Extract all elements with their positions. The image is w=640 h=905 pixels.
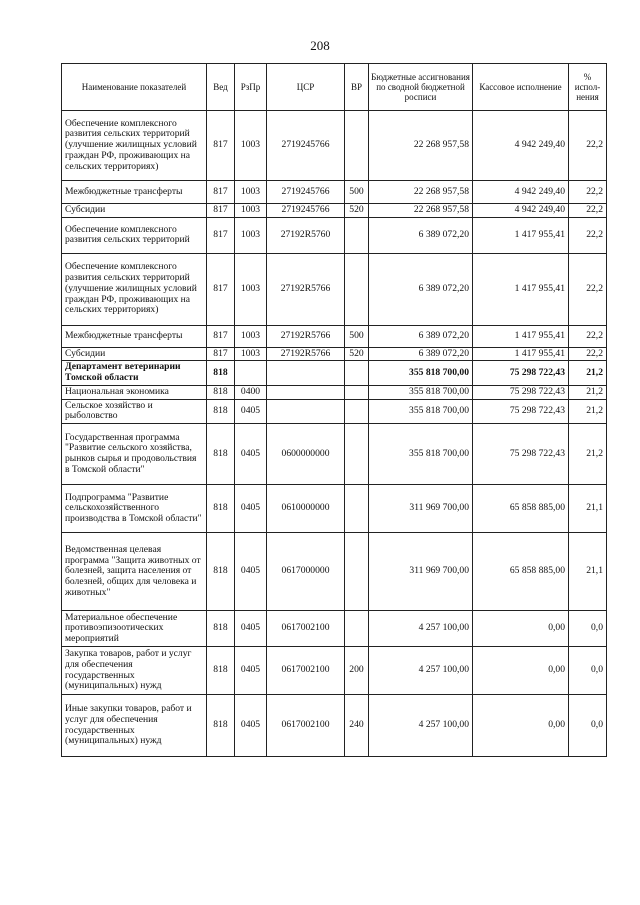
row-ved-cell: 818: [207, 485, 235, 533]
row-execution-cell: 75 298 722,43: [473, 361, 569, 385]
table-body: [62, 111, 607, 757]
row-ved-cell: 818: [207, 695, 235, 757]
row-execution-cell: 0,00: [473, 695, 569, 757]
row-ved-cell: 818: [207, 385, 235, 399]
row-name-cell: Департамент ветеринарии Томской области: [62, 361, 207, 385]
table-row: [62, 385, 607, 399]
row-vr-cell: [345, 611, 369, 647]
header-execution-percent: % испол-нения: [569, 64, 607, 111]
row-budget-cell: 355 818 700,00: [369, 385, 473, 399]
row-execution-cell: 75 298 722,43: [473, 424, 569, 485]
row-execution-cell: 4 942 249,40: [473, 111, 569, 181]
row-csr-cell: 27192R5766: [267, 325, 345, 347]
row-name-cell: Обеспечение комплексного развития сельских территорий: [62, 217, 207, 253]
row-rzpr-cell: 1003: [235, 181, 267, 204]
row-csr-cell: 2719245766: [267, 181, 345, 204]
row-budget-cell: 22 268 957,58: [369, 181, 473, 204]
header-vr: ВР: [345, 64, 369, 111]
row-name-cell: Субсидии: [62, 204, 207, 218]
table-row: [62, 253, 607, 325]
row-execution-cell: 1 417 955,41: [473, 253, 569, 325]
row-percent-cell: 22,2: [569, 204, 607, 218]
header-csr: ЦСР: [267, 64, 345, 111]
row-ved-cell: 818: [207, 361, 235, 385]
row-rzpr-cell: 0405: [235, 647, 267, 695]
row-vr-cell: [345, 385, 369, 399]
row-vr-cell: [345, 361, 369, 385]
row-csr-cell: 0617002100: [267, 647, 345, 695]
row-budget-cell: 4 257 100,00: [369, 695, 473, 757]
row-percent-cell: 22,2: [569, 347, 607, 361]
row-budget-cell: 22 268 957,58: [369, 204, 473, 218]
row-rzpr-cell: 1003: [235, 111, 267, 181]
row-ved-cell: 818: [207, 424, 235, 485]
row-budget-cell: 355 818 700,00: [369, 399, 473, 423]
row-ved-cell: 818: [207, 611, 235, 647]
row-ved-cell: 818: [207, 399, 235, 423]
row-budget-cell: 355 818 700,00: [369, 424, 473, 485]
row-vr-cell: 200: [345, 647, 369, 695]
table-row: [62, 111, 607, 181]
row-execution-cell: 4 942 249,40: [473, 181, 569, 204]
row-rzpr-cell: 0405: [235, 424, 267, 485]
row-ved-cell: 817: [207, 111, 235, 181]
row-vr-cell: 240: [345, 695, 369, 757]
row-rzpr-cell: [235, 361, 267, 385]
row-percent-cell: 21,1: [569, 485, 607, 533]
row-vr-cell: [345, 485, 369, 533]
table-row: [62, 611, 607, 647]
row-rzpr-cell: 1003: [235, 217, 267, 253]
row-csr-cell: 0617000000: [267, 533, 345, 611]
row-name-cell: Межбюджетные трансферты: [62, 181, 207, 204]
row-execution-cell: 65 858 885,00: [473, 485, 569, 533]
row-name-cell: Национальная экономика: [62, 385, 207, 399]
row-percent-cell: 21,2: [569, 385, 607, 399]
row-vr-cell: 520: [345, 204, 369, 218]
row-percent-cell: 22,2: [569, 253, 607, 325]
row-vr-cell: 520: [345, 347, 369, 361]
budget-execution-table: [61, 63, 607, 757]
row-name-cell: Государственная программа "Развитие сельского хозяйства, рынков сырья и продовольствия в Томской области": [62, 424, 207, 485]
row-percent-cell: 22,2: [569, 111, 607, 181]
row-budget-cell: 6 389 072,20: [369, 347, 473, 361]
row-rzpr-cell: 0405: [235, 485, 267, 533]
row-csr-cell: 0617002100: [267, 611, 345, 647]
row-name-cell: Подпрограмма "Развитие сельскохозяйственного производства в Томской области": [62, 485, 207, 533]
row-name-cell: Обеспечение комплексного развития сельских территорий (улучшение жилищных условий граждан РФ, проживающих на сельских территориях): [62, 111, 207, 181]
row-ved-cell: 818: [207, 647, 235, 695]
row-execution-cell: 4 942 249,40: [473, 204, 569, 218]
row-rzpr-cell: 1003: [235, 253, 267, 325]
row-execution-cell: 0,00: [473, 611, 569, 647]
row-csr-cell: 27192R5766: [267, 347, 345, 361]
row-percent-cell: 21,2: [569, 361, 607, 385]
row-name-cell: Материальное обеспечение противоэпизоотических мероприятий: [62, 611, 207, 647]
table-row: [62, 647, 607, 695]
row-budget-cell: 22 268 957,58: [369, 111, 473, 181]
row-percent-cell: 0,0: [569, 647, 607, 695]
table-row: [62, 181, 607, 204]
row-vr-cell: [345, 399, 369, 423]
row-csr-cell: 0617002100: [267, 695, 345, 757]
table-row: [62, 533, 607, 611]
row-execution-cell: 0,00: [473, 647, 569, 695]
row-percent-cell: 0,0: [569, 695, 607, 757]
row-percent-cell: 21,1: [569, 533, 607, 611]
row-budget-cell: 6 389 072,20: [369, 217, 473, 253]
row-ved-cell: 817: [207, 217, 235, 253]
row-rzpr-cell: 0405: [235, 695, 267, 757]
row-name-cell: Межбюджетные трансферты: [62, 325, 207, 347]
row-execution-cell: 75 298 722,43: [473, 399, 569, 423]
row-execution-cell: 75 298 722,43: [473, 385, 569, 399]
row-csr-cell: 27192R5766: [267, 253, 345, 325]
header-budget-allocations: Бюджетные ассигнования по сводной бюджетной росписи: [369, 64, 473, 111]
row-csr-cell: [267, 399, 345, 423]
row-csr-cell: 27192R5760: [267, 217, 345, 253]
table-row: [62, 399, 607, 423]
row-execution-cell: 1 417 955,41: [473, 217, 569, 253]
row-name-cell: Ведомственная целевая программа "Защита животных от болезней, защита населения от болезней, общих для человека и животных": [62, 533, 207, 611]
row-rzpr-cell: 0400: [235, 385, 267, 399]
row-name-cell: Обеспечение комплексного развития сельских территорий (улучшение жилищных условий граждан РФ, проживающих на сельских территориях): [62, 253, 207, 325]
table-row: [62, 325, 607, 347]
row-budget-cell: 4 257 100,00: [369, 611, 473, 647]
row-csr-cell: [267, 385, 345, 399]
row-rzpr-cell: 1003: [235, 204, 267, 218]
row-budget-cell: 6 389 072,20: [369, 253, 473, 325]
row-percent-cell: 21,2: [569, 424, 607, 485]
row-csr-cell: 2719245766: [267, 204, 345, 218]
row-name-cell: Иные закупки товаров, работ и услуг для обеспечения государственных (муниципальных) нужд: [62, 695, 207, 757]
table-row: [62, 204, 607, 218]
row-vr-cell: [345, 111, 369, 181]
header-indicator-name: Наименование показателей: [62, 64, 207, 111]
row-vr-cell: [345, 253, 369, 325]
row-execution-cell: 1 417 955,41: [473, 325, 569, 347]
row-percent-cell: 21,2: [569, 399, 607, 423]
row-name-cell: Субсидии: [62, 347, 207, 361]
row-ved-cell: 817: [207, 181, 235, 204]
table-row: [62, 361, 607, 385]
row-budget-cell: 311 969 700,00: [369, 485, 473, 533]
header-rzpr: РзПр: [235, 64, 267, 111]
row-name-cell: Сельское хозяйство и рыболовство: [62, 399, 207, 423]
row-execution-cell: 65 858 885,00: [473, 533, 569, 611]
row-csr-cell: [267, 361, 345, 385]
row-percent-cell: 22,2: [569, 181, 607, 204]
row-percent-cell: 22,2: [569, 217, 607, 253]
row-rzpr-cell: 1003: [235, 325, 267, 347]
table-row: [62, 485, 607, 533]
row-vr-cell: [345, 424, 369, 485]
row-ved-cell: 817: [207, 253, 235, 325]
row-ved-cell: 817: [207, 347, 235, 361]
row-rzpr-cell: 0405: [235, 399, 267, 423]
row-csr-cell: 2719245766: [267, 111, 345, 181]
table-header-row: [62, 64, 607, 111]
row-budget-cell: 4 257 100,00: [369, 647, 473, 695]
table-row: [62, 695, 607, 757]
row-vr-cell: 500: [345, 325, 369, 347]
row-vr-cell: 500: [345, 181, 369, 204]
row-budget-cell: 6 389 072,20: [369, 325, 473, 347]
table-row: [62, 217, 607, 253]
row-rzpr-cell: 1003: [235, 347, 267, 361]
row-percent-cell: 22,2: [569, 325, 607, 347]
table-row: [62, 424, 607, 485]
header-ved: Вед: [207, 64, 235, 111]
row-csr-cell: 0600000000: [267, 424, 345, 485]
row-rzpr-cell: 0405: [235, 533, 267, 611]
row-name-cell: Закупка товаров, работ и услуг для обеспечения государственных (муниципальных) нужд: [62, 647, 207, 695]
row-execution-cell: 1 417 955,41: [473, 347, 569, 361]
row-csr-cell: 0610000000: [267, 485, 345, 533]
row-vr-cell: [345, 217, 369, 253]
row-budget-cell: 355 818 700,00: [369, 361, 473, 385]
row-ved-cell: 818: [207, 533, 235, 611]
row-ved-cell: 817: [207, 204, 235, 218]
row-budget-cell: 311 969 700,00: [369, 533, 473, 611]
row-percent-cell: 0,0: [569, 611, 607, 647]
page-number: 208: [310, 38, 330, 53]
row-vr-cell: [345, 533, 369, 611]
row-rzpr-cell: 0405: [235, 611, 267, 647]
table-row: [62, 347, 607, 361]
row-ved-cell: 817: [207, 325, 235, 347]
header-cash-execution: Кассовое исполнение: [473, 64, 569, 111]
